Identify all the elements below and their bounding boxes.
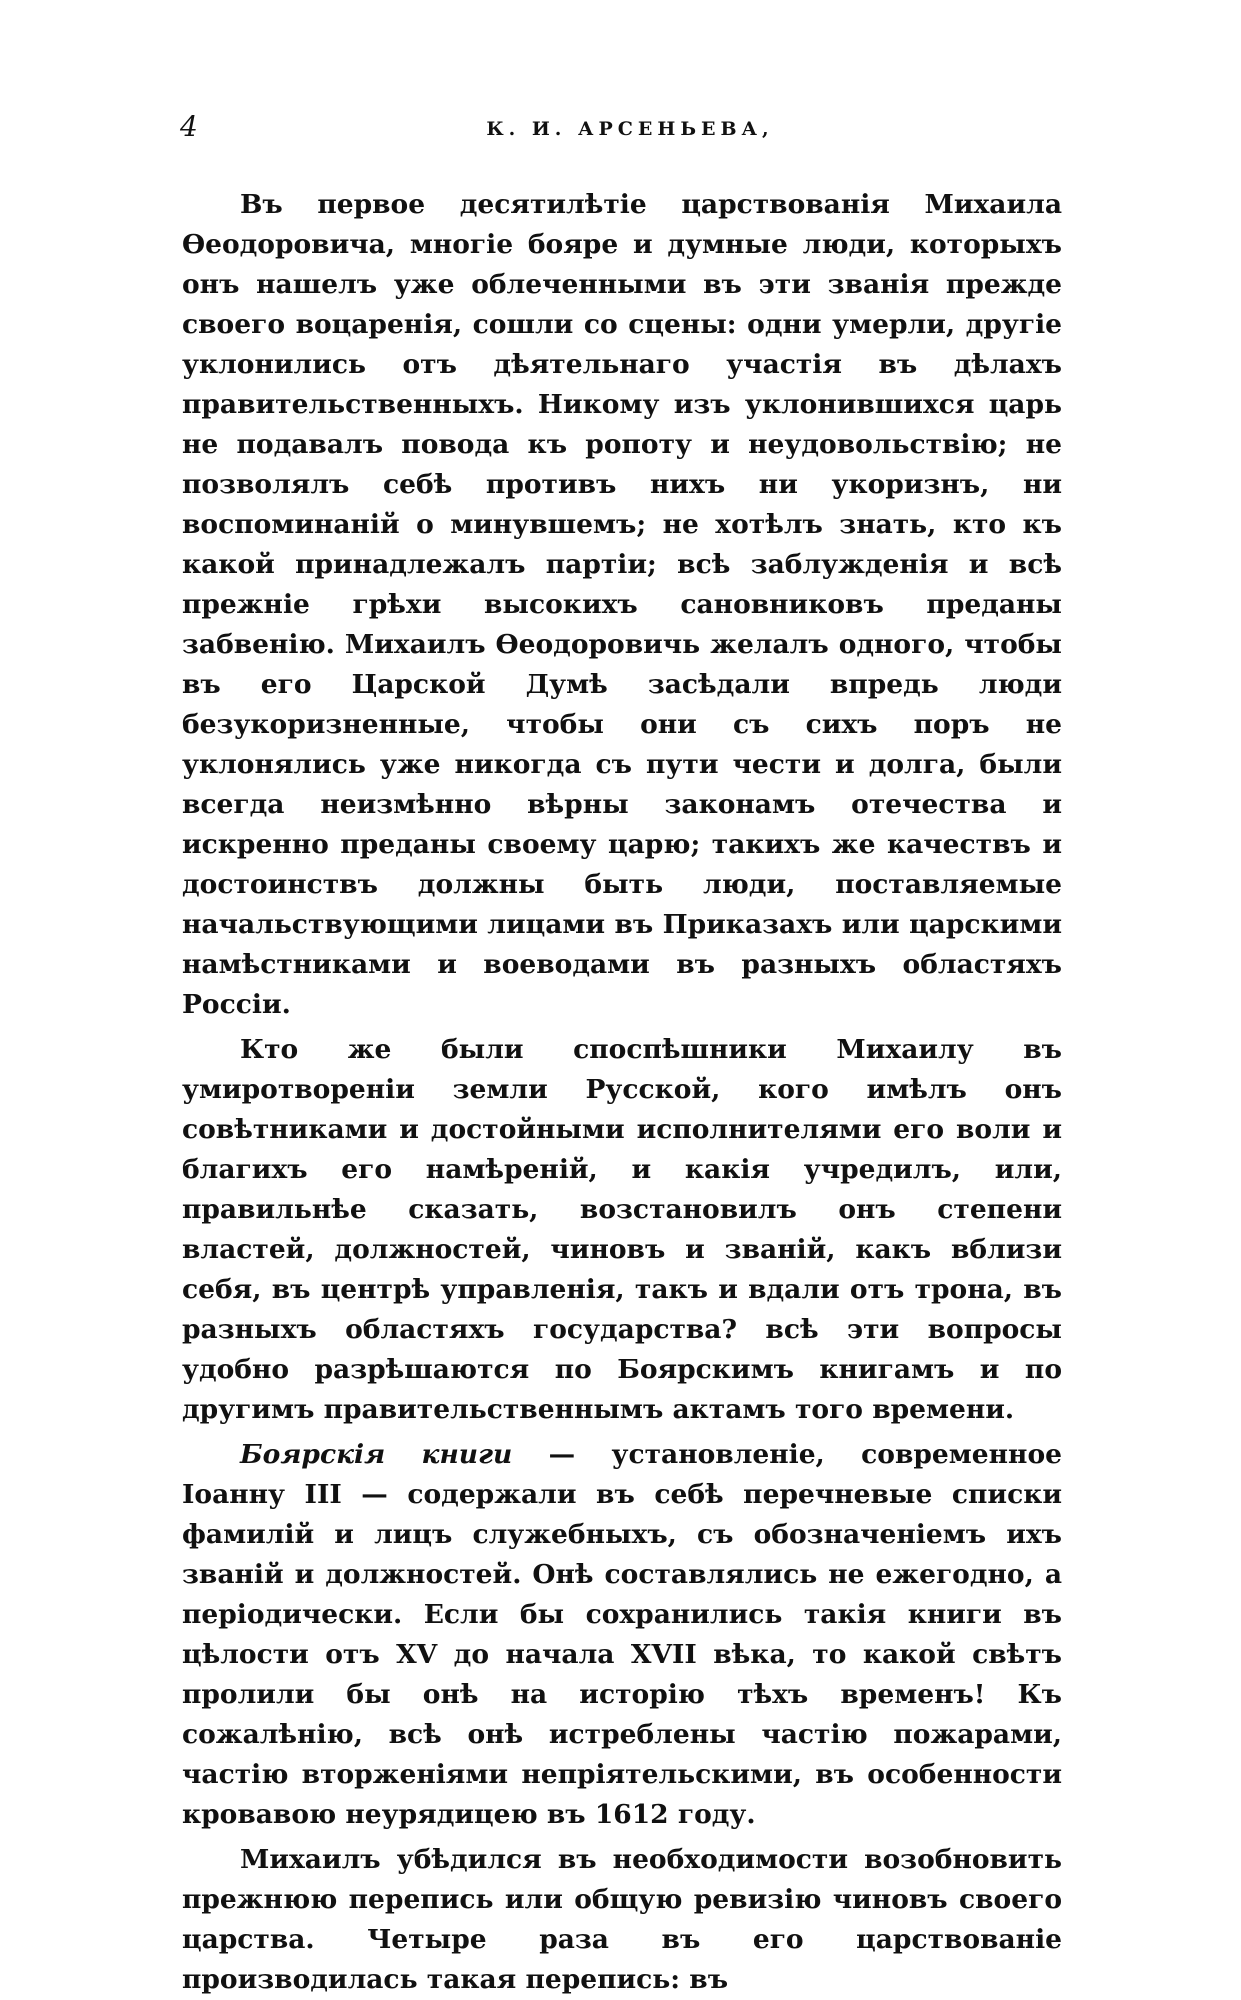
paragraph-2-text: Кто же были споспѣшники Михаилу въ умиротвореніи земли Русской, кого имѣлъ онъ совѣтниками и достойными исполнителями его воли и благихъ его намѣреній, и какія учредилъ, или, правильнѣе сказать, возстановилъ онъ степени властей, должностей, чиновъ и званій, какъ вблизи себя, въ центрѣ управленія, такъ и вдали отъ трона, въ разныхъ областяхъ государства? всѣ эти вопросы удобно разрѣшаются по Боярскимъ книгамъ и по другимъ правительственнымъ актамъ того времени.	[182, 1034, 1062, 1425]
body-text	[182, 185, 1062, 2000]
page-number: 4	[180, 110, 198, 143]
paragraph-4-text: Михаилъ убѣдился въ необходимости возобновить прежнюю перепись или общую ревизію чиновъ своего царства. Четыре раза въ его царствованіе производилась такая перепись: въ	[182, 1844, 1062, 1995]
paragraph-3	[182, 1435, 1062, 1835]
paragraph-2	[182, 1030, 1062, 1430]
paragraph-1-text: Въ первое десятилѣтіе царствованія Михаила Өеодоровича, многіе бояре и думные люди, которыхъ онъ нашелъ уже облеченными въ эти званія прежде своего воцаренія, сошли со сцены: одни умерли, другіе уклонились отъ дѣятельнаго участія въ дѣлахъ правительственныхъ. Никому изъ уклонившихся царь не подавалъ повода къ ропоту и неудовольствію; не позволялъ себѣ противъ нихъ ни укоризнъ, ни воспоминаній о минувшемъ; не хотѣлъ знать, кто къ какой принадлежалъ партіи; всѣ заблужденія и всѣ прежніе грѣхи высокихъ сановниковъ преданы забвенію. Михаилъ Өеодоровичь желалъ одного, чтобы въ его Царской Думѣ засѣдали впредь люди безукоризненные, чтобы они съ сихъ поръ не уклонялись уже никогда съ пути чести и долга, были всегда неизмѣнно вѣрны законамъ отечества и искренно преданы своему царю; такихъ же качествъ и достоинствъ должны быть люди, поставляемые начальствующими лицами въ Приказахъ или царскими намѣстниками и воеводами въ разныхъ областяхъ Россіи.	[182, 189, 1062, 1020]
paragraph-1	[182, 185, 1062, 1025]
paragraph-4	[182, 1840, 1062, 2000]
running-head: К. И. АРСЕНЬЕВА,	[486, 118, 774, 140]
paragraph-3-text: — установленіе, современное Іоанну III — содержали въ себѣ перечневые списки фамилій и лицъ служебныхъ, съ обозначеніемъ ихъ званій и должностей. Онѣ составлялись не ежегодно, а періодически. Если бы сохранились такія книги въ цѣлости отъ XV до начала XVII вѣка, то какой свѣтъ пролили бы онѣ на исторію тѣхъ временъ! Къ сожалѣнію, всѣ онѣ истреблены частію пожарами, частію вторженіями непріятельскими, въ особенности кровавою неурядицею въ 1612 году.	[182, 1439, 1062, 1830]
page-header	[180, 110, 1080, 150]
paragraph-3-lead: Боярскія книги	[240, 1439, 513, 1470]
